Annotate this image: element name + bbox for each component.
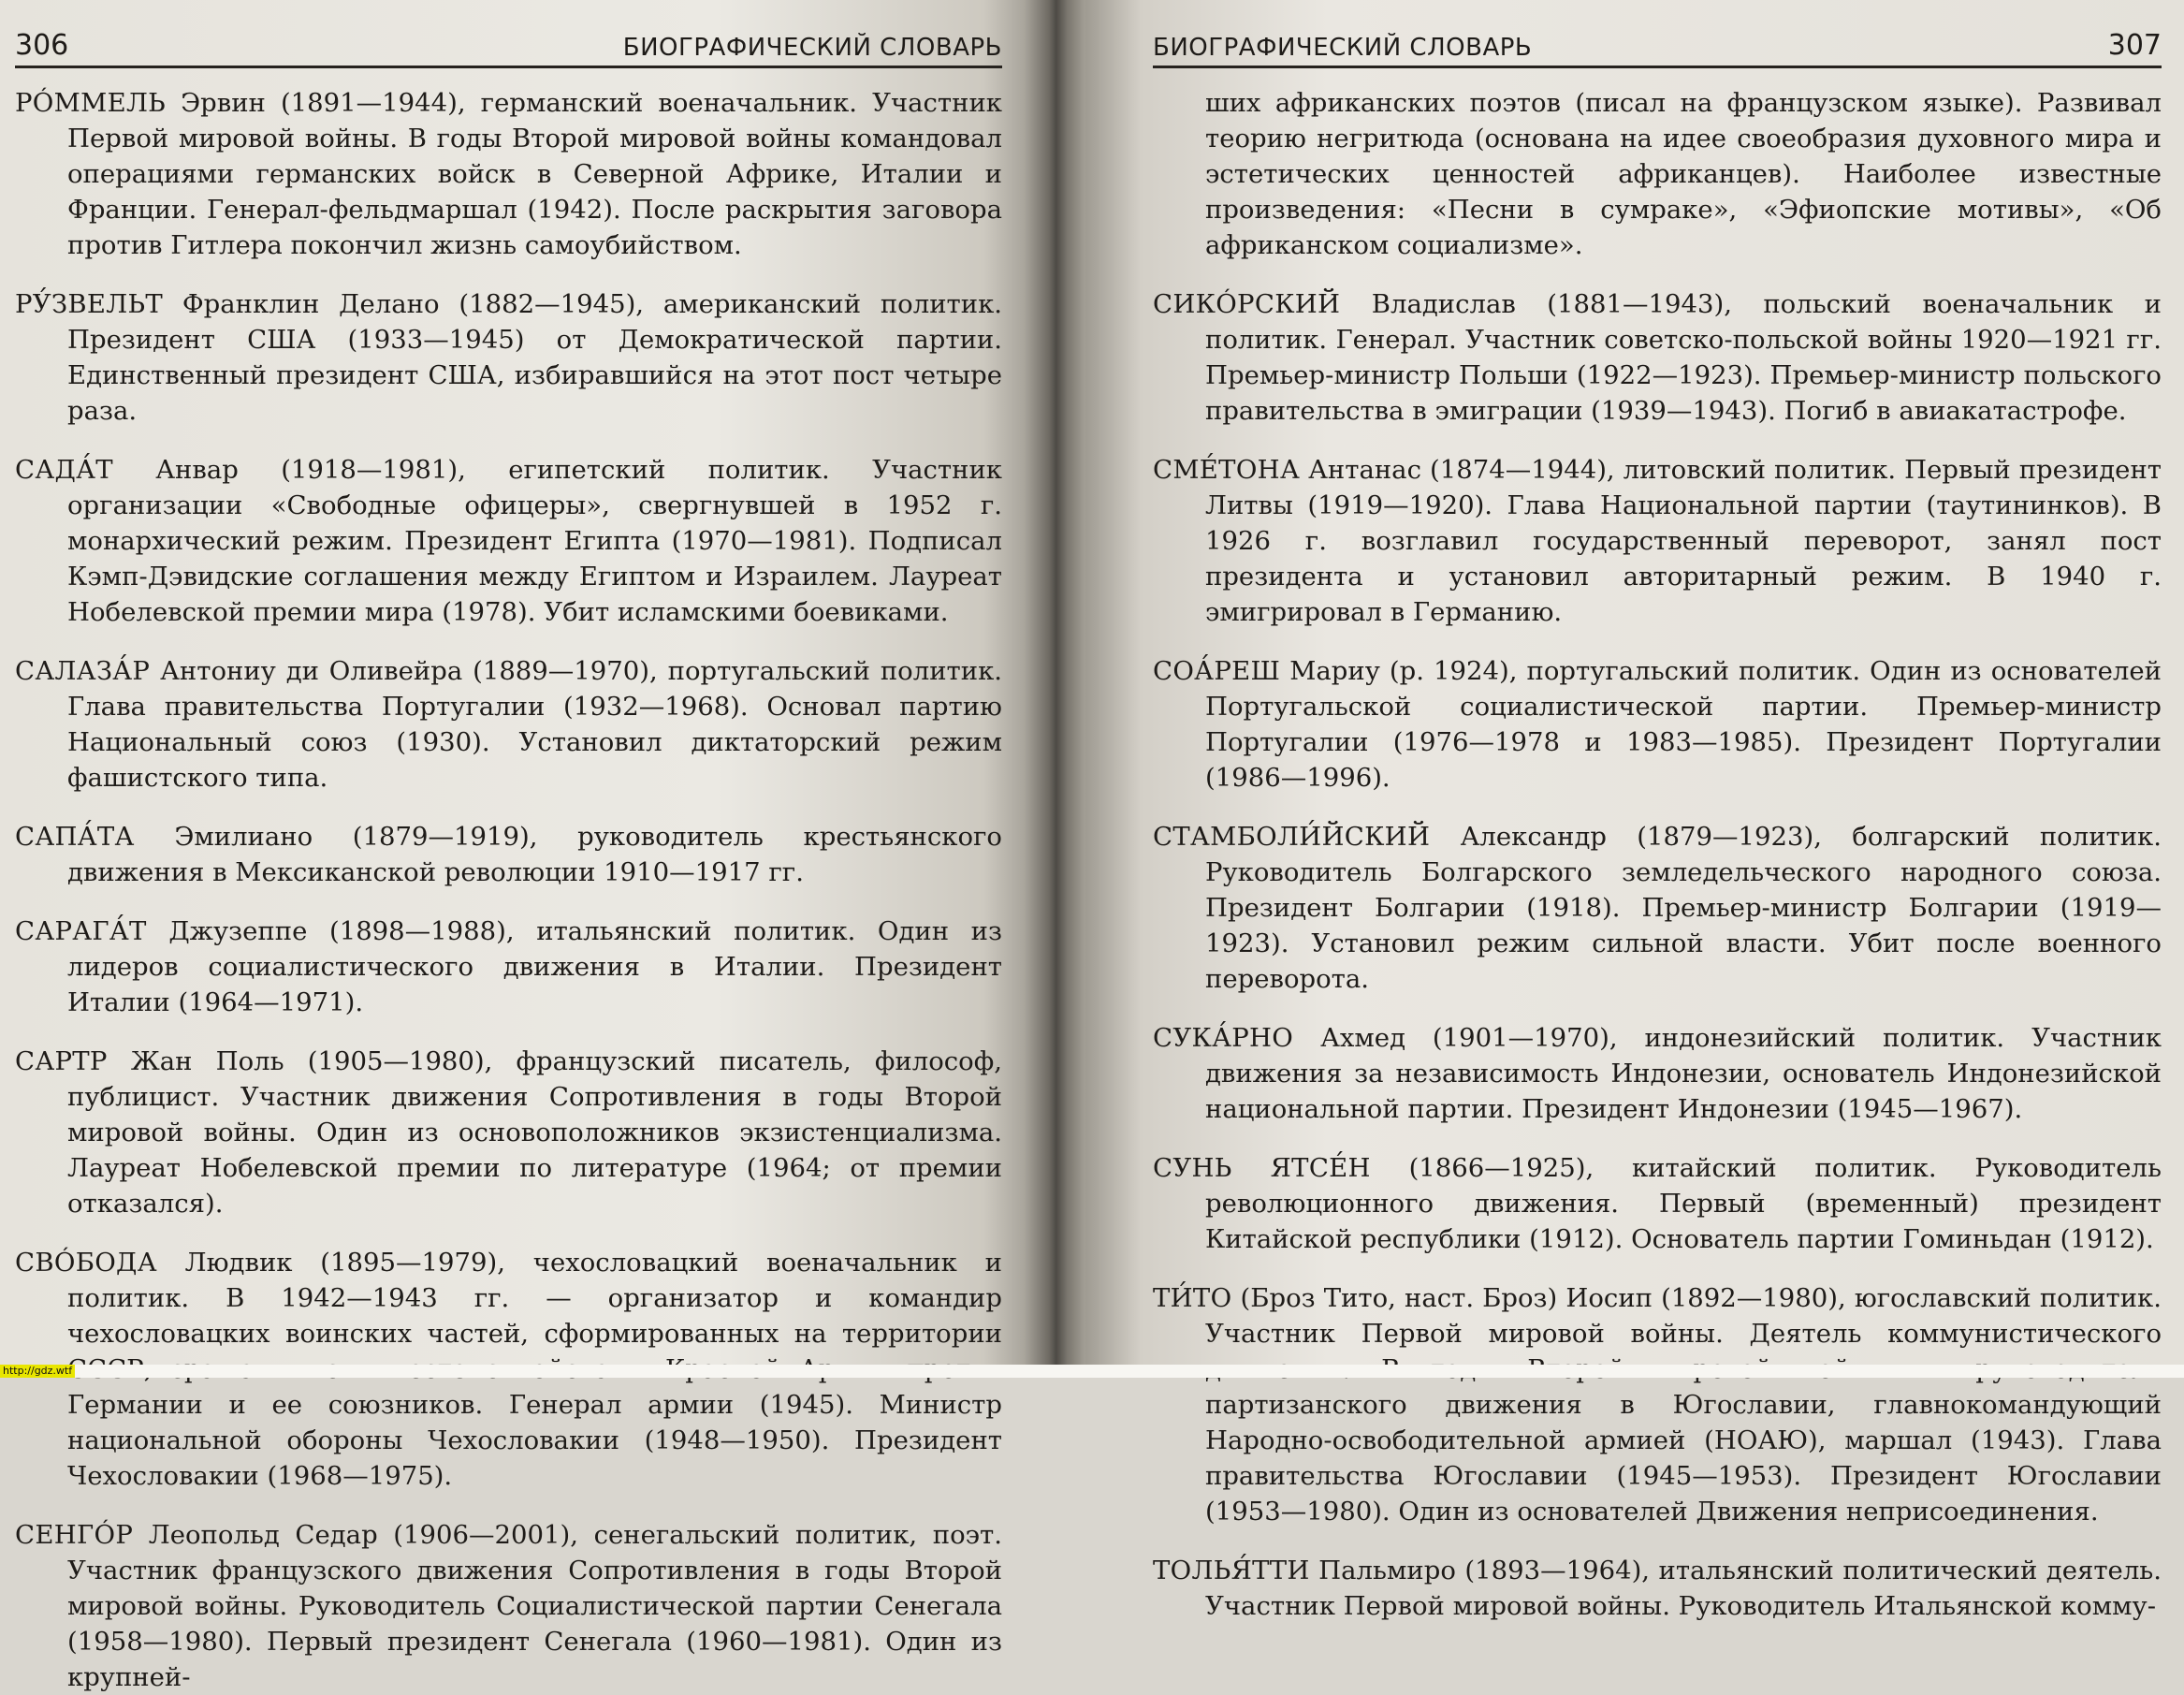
entry-name: РУ́ЗВЕЛЬТ	[15, 289, 164, 319]
entry-text: Эрвин (1891—1944), германский военачальник. Участник Первой мировой войны. В годы Второй мировой войны командовал операциями германских войск в Северной Африке, Италии и Франции. Генерал-фельдмаршал (1942). После раскрытия заговора против Гитлера покончил жизнь самоубийством.	[67, 88, 1002, 260]
entry-name: САДА́Т	[15, 455, 113, 485]
entry-name: САПА́ТА	[15, 822, 135, 852]
entry-text: Жан Поль (1905—1980), французский писатель, философ, публицист. Участник движения Сопротивления в годы Второй мировой войны. Один из основоположников экзистенциализма. Лауреат Нобелевской премии по литературе (1964; от премии отказался).	[67, 1046, 1002, 1219]
entry-name: СМЕ́ТОНА	[1153, 455, 1301, 485]
dictionary-entry	[1153, 1280, 2162, 1529]
dictionary-entry	[15, 452, 1002, 630]
entry-name: СВÓБОДА	[15, 1248, 157, 1278]
dictionary-entry	[15, 1044, 1002, 1221]
entry-name: СТАМБОЛИ́ЙСКИЙ	[1153, 822, 1431, 852]
dictionary-entry	[1153, 1150, 2162, 1257]
right-page	[1085, 0, 2184, 1621]
entry-text: Мариу (р. 1924), португальский политик. Один из основателей Португальской социалистической партии. Премьер-министр Португалии (1976—1978 и 1983—1985). Президент Португалии (1986—1996).	[1205, 656, 2162, 793]
entry-text: Франклин Делано (1882—1945), американский политик. Президент США (1933—1945) от Демократической партии. Единственный президент США, избиравшийся на этот пост четыре раза.	[67, 289, 1003, 426]
entry-text: Пальмиро (1893—1964), итальянский политический деятель. Участник Первой мировой войны. Руководитель Итальянской комму-	[1205, 1556, 2162, 1621]
running-head-right: БИОГРАФИЧЕСКИЙ СЛОВАРЬ	[1153, 34, 1533, 62]
dictionary-entry	[1153, 452, 2162, 630]
footer-strip	[0, 1365, 2184, 1378]
entry-text: Эмилиано (1879—1919), руководитель крестьянского движения в Мексиканской революции 1910—1917 гг.	[67, 822, 1002, 887]
right-entries	[1153, 85, 2162, 1624]
entry-name: ТИ́ТО	[1153, 1283, 1232, 1313]
entry-continuation: ших африканских поэтов (писал на французском языке). Развивал теорию негритюда (основана на идее своеобразия духовного мира и эстетических ценностей африканцев). Наиболее известные произведения: «Песни в сумраке», «Эфиопские мотивы», «Об африканском социализме».	[1205, 88, 2162, 260]
dictionary-entry	[15, 286, 1002, 429]
page-number-left: 306	[15, 29, 69, 62]
dictionary-entry	[15, 913, 1002, 1020]
entry-name: СЕНГÓР	[15, 1520, 134, 1550]
dictionary-entry	[15, 819, 1002, 890]
entry-name: СИКÓРСКИЙ	[1153, 289, 1341, 319]
entry-text: Александр (1879—1923), болгарский политик. Руководитель Болгарского земледельческого народного союза. Президент Болгарии (1918). Премьер-министр Болгарии (1919—1923). Установил режим сильной власти. Убит после военного переворота.	[1205, 822, 2162, 994]
entry-text: Антанас (1874—1944), литовский политик. Первый президент Литвы (1919—1920). Глава Национальной партии (таутининков). В 1926 г. возглавил государственный переворот, занял пост президента и установил авторитарный режим. В 1940 г. эмигрировал в Германию.	[1205, 455, 2162, 627]
entry-text: Антониу ди Оливейра (1889—1970), португальский политик. Глава правительства Португалии (1932—1968). Основал партию Национальный союз (1930). Установил диктаторский режим фашистского типа.	[67, 656, 1002, 793]
dictionary-entry	[15, 1517, 1002, 1695]
entry-text: Анвар (1918—1981), египетский политик. Участник организации «Свободные офицеры», свергнувшей в 1952 г. монархический режим. Президент Египта (1970—1981). Подписал Кэмп-Дэвидские соглашения между Египтом и Израилем. Лауреат Нобелевской премии мира (1978). Убит исламскими боевиками.	[67, 455, 1002, 627]
left-entries	[15, 85, 1002, 1695]
entry-name: СУНЬ ЯТСЕ́Н	[1153, 1153, 1371, 1183]
entry-text: (1866—1925), китайский политик. Руководитель революционного движения. Первый (временный) президент Китайской республики (1912). Основатель партии Гоминьдан (1912).	[1205, 1153, 2162, 1254]
entry-name: САЛАЗА́Р	[15, 656, 151, 686]
entry-name: САРАГА́Т	[15, 916, 147, 946]
dictionary-entry	[15, 653, 1002, 796]
dictionary-entry	[1153, 653, 2162, 796]
dictionary-entry	[1153, 1553, 2162, 1624]
entry-name: СОА́РЕШ	[1153, 656, 1281, 686]
page-number-right: 307	[2107, 29, 2162, 62]
entry-text: (Броз Тито, наст. Броз) Иосип (1892—1980), югославский политик. Участник Первой мировой войны. Деятель коммунистического партизанского движения в Югославии, главнокомандующий Народно-освободительной армией (НОАЮ), маршал (1943). Глава правительства Югославии (1945—1953). Президент Югославии (1953—1980). Один из основателей Движения неприсоединения.	[1205, 1283, 2162, 1527]
left-page-header	[15, 22, 1002, 68]
watermark-url: http://gdz.wtf	[0, 1365, 75, 1378]
entry-text: Владислав (1881—1943), польский военачальник и политик. Генерал. Участник советско-польской войны 1920—1921 гг. Премьер-министр Польши (1922—1923). Премьер-министр польского правительства в эмиграции (1939—1943). Погиб в авиакатастрофе.	[1205, 289, 2162, 426]
book-gutter	[1025, 0, 1085, 1378]
dictionary-entry	[1153, 286, 2162, 429]
entry-name: САРТР	[15, 1046, 108, 1076]
dictionary-entry	[15, 85, 1002, 263]
entry-name: ТОЛЬЯ́ТТИ	[1153, 1556, 1310, 1585]
entry-text: Джузеппе (1898—1988), итальянский политик. Один из лидеров социалистического движения в Италии. Президент Италии (1964—1971).	[67, 916, 1003, 1017]
entry-text: Людвик (1895—1979), чехословацкий военачальник и политик. В 1942—1943 гг. — организатор и командир чехословацких воинских частей, сформированных на территории Германии и ее союзников. Генерал армии (1945). Министр национальной обороны Чехословакии (1948—1950). Президент Чехословакии (1968—1975).	[67, 1248, 1002, 1491]
entry-text: Леопольд Седар (1906—2001), сенегальский политик, поэт. Участник французского движения Сопротивления в годы Второй мировой войны. Руководитель Социалистической партии Сенегала (1958—1980). Первый президент Сенегала (1960—1981). Один из крупней-	[67, 1520, 1002, 1692]
dictionary-entry	[1153, 819, 2162, 997]
entry-name: СУКА́РНО	[1153, 1023, 1294, 1053]
running-head-left: БИОГРАФИЧЕСКИЙ СЛОВАРЬ	[622, 34, 1002, 62]
entry-name: РÓММЕЛЬ	[15, 88, 167, 118]
dictionary-entry	[1153, 1020, 2162, 1127]
right-page-header	[1153, 22, 2162, 68]
entry-text: Ахмед (1901—1970), индонезийский политик. Участник движения за независимость Индонезии, основатель Индонезийской национальной партии. Президент Индонезии (1945—1967).	[1205, 1023, 2162, 1124]
